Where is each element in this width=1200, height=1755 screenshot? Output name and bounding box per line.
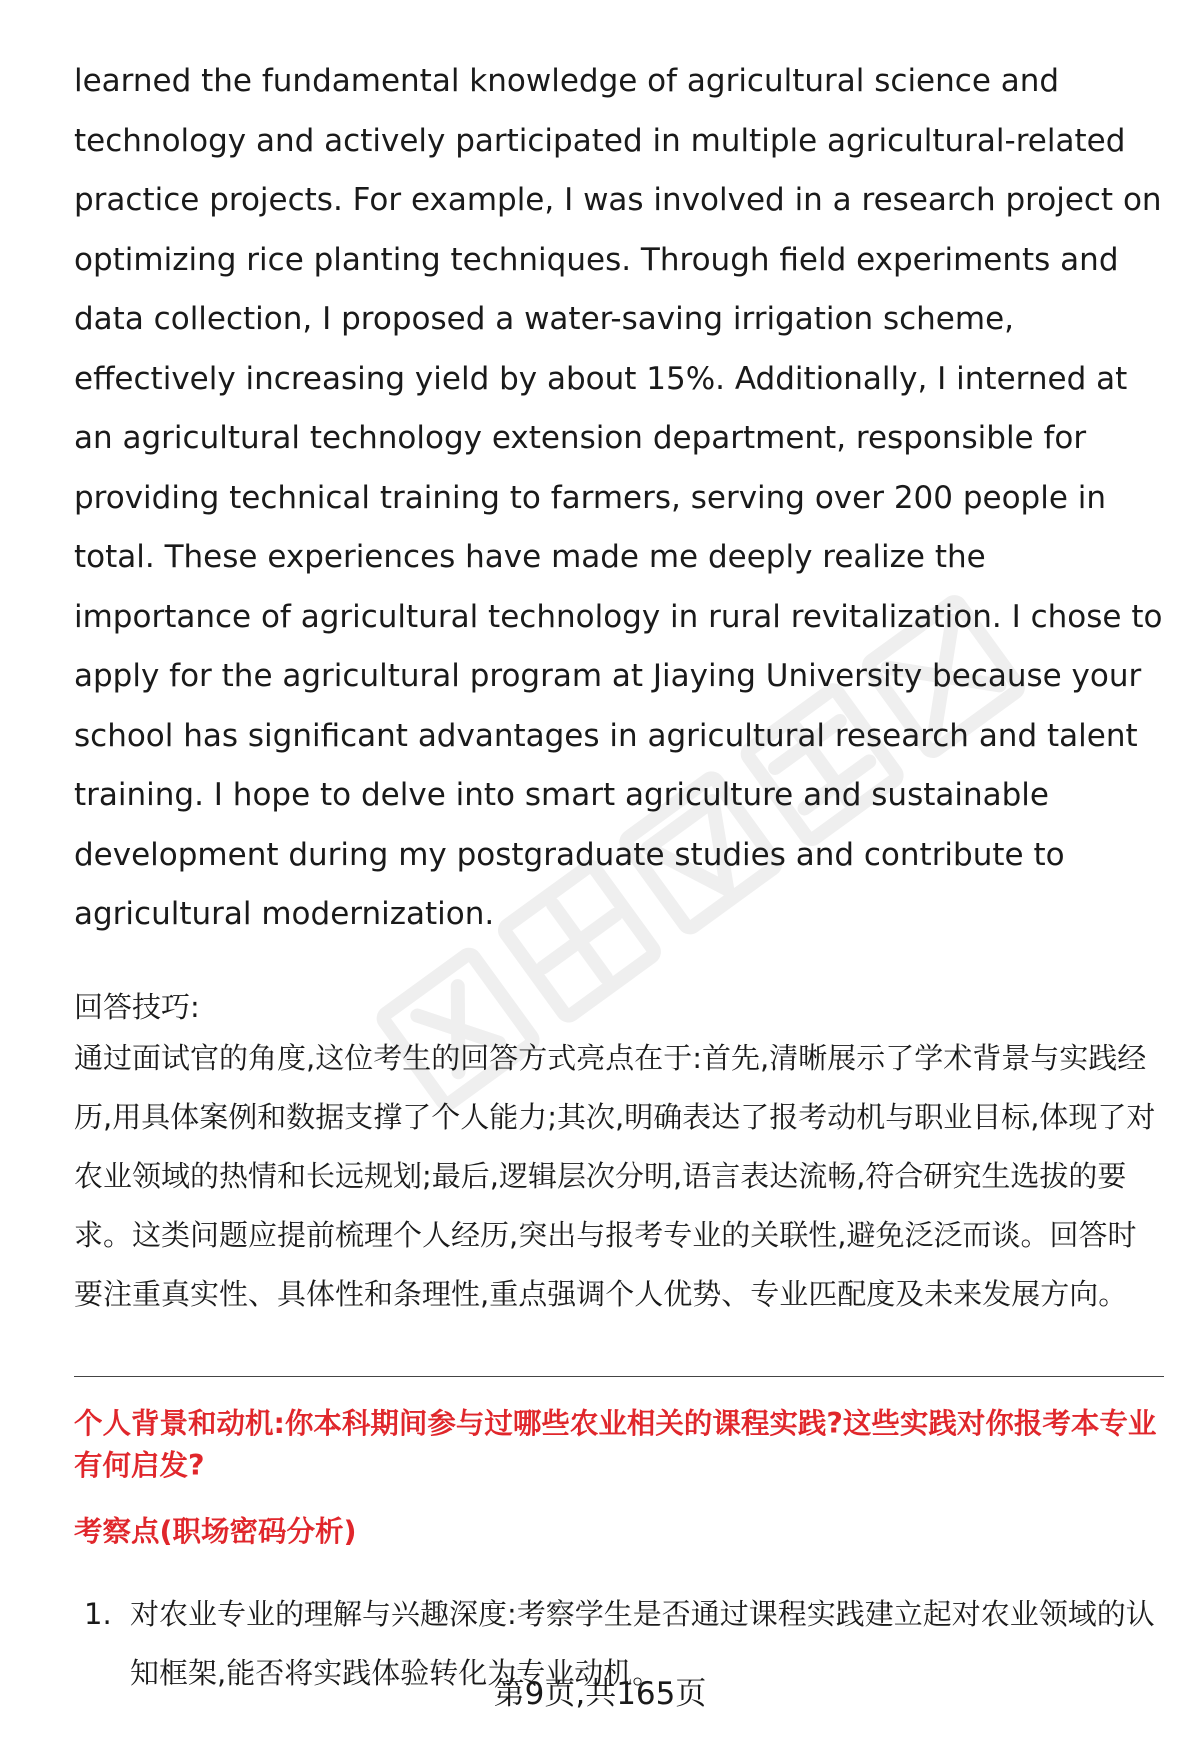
list-item-text: 对农业专业的理解与兴趣深度:考察学生是否通过课程实践建立起对农业领域的认知框架,能否将实践体验转化为专业动机。 bbox=[130, 1596, 1155, 1690]
tips-heading: 回答技巧: bbox=[74, 989, 200, 1024]
assessment-heading: 考察点(职场密码分析) bbox=[74, 1514, 357, 1548]
list-item-number: 1. bbox=[84, 1596, 112, 1631]
tips-paragraph: 通过面试官的角度,这位考生的回答方式亮点在于:首先,清晰展示了学术背景与实践经历,用具体案例和数据支撑了个人能力;其次,明确表达了报考动机与职业目标,体现了对农业领域的热情和长远规划;最后,逻辑层次分明,语言表达流畅,符合研究生选拔的要求。这类问题应提前梳理个人经历,突出与报考专业的关联性,避免泛泛而谈。回答时要注重真实性、具体性和条理性,重点强调个人优势、专业匹配度及未来发展方向。 bbox=[74, 1040, 1156, 1311]
section-divider bbox=[74, 1376, 1164, 1377]
answer-paragraph-english: learned the fundamental knowledge of agricultural science and technology and actively participated in multiple agricultural-related practice projects. For example, I was involved in a research project on optimizing rice planting techniques. Through field experiments and data collection, I proposed a water-saving irrigation scheme, effectively increasing yield by about 15%. Additionally, I interned at an agricultural technology extension department, responsible for providing technical training to farmers, serving over 200 people in total. These experiences have made me deeply realize the importance of agricultural technology in rural revitalization. I chose to apply for the agricultural program at Jiaying University because your school has significant advantages in agricultural research and talent training. I hope to delve into smart agriculture and sustainable development during my postgraduate studies and contribute to agricultural modernization. bbox=[74, 63, 1163, 932]
page-number-footer: 第9页,共165页 bbox=[493, 1676, 707, 1712]
question-title: 个人背景和动机:你本科期间参与过哪些农业相关的课程实践?这些实践对你报考本专业有何启发? bbox=[74, 1406, 1157, 1482]
document-page bbox=[74, 52, 1164, 1703]
